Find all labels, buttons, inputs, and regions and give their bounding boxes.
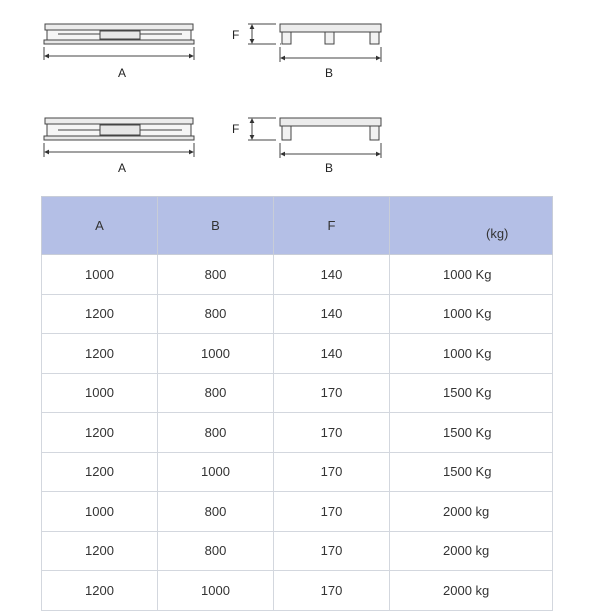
cell-capacity: 1000 Kg — [390, 334, 553, 374]
cell-capacity: 2000 kg — [390, 531, 553, 571]
cell-capacity: 1000 Kg — [390, 294, 553, 334]
cell-f: 140 — [274, 255, 390, 295]
cell-b: 1000 — [158, 571, 274, 611]
cell-capacity: 1500 Kg — [390, 452, 553, 492]
cell-b: 800 — [158, 373, 274, 413]
pallet-drawings — [0, 0, 600, 195]
cell-a: 1000 — [42, 492, 158, 532]
header-f: F — [274, 197, 390, 255]
cell-f: 170 — [274, 492, 390, 532]
table-row — [42, 492, 553, 532]
dim-label-b-bottom: B — [325, 161, 334, 175]
header-a: A — [42, 197, 158, 255]
cell-capacity: 1500 Kg — [390, 413, 553, 453]
pallet-front-view-b-top — [248, 24, 381, 62]
cell-b: 800 — [158, 413, 274, 453]
pallet-side-view-a-top — [44, 24, 194, 60]
header-capacity: (kg) — [390, 197, 553, 255]
dim-label-f-bottom: F — [232, 122, 240, 136]
table-row — [42, 413, 553, 453]
cell-a: 1200 — [42, 294, 158, 334]
cell-f: 170 — [274, 571, 390, 611]
cell-a: 1200 — [42, 413, 158, 453]
cell-f: 140 — [274, 334, 390, 374]
cell-capacity: 2000 kg — [390, 492, 553, 532]
table-row — [42, 334, 553, 374]
cell-b: 1000 — [158, 334, 274, 374]
cell-f: 170 — [274, 413, 390, 453]
table-row — [42, 571, 553, 611]
dim-label-b-top: B — [325, 66, 334, 80]
cell-b: 800 — [158, 492, 274, 532]
cell-f: 140 — [274, 294, 390, 334]
cell-a: 1200 — [42, 531, 158, 571]
cell-capacity: 2000 kg — [390, 571, 553, 611]
pallet-front-view-b-bottom — [248, 118, 381, 158]
cell-a: 1000 — [42, 255, 158, 295]
dim-label-a-bottom: A — [118, 161, 127, 175]
table-row — [42, 373, 553, 413]
cell-f: 170 — [274, 373, 390, 413]
dim-label-a-top: A — [118, 66, 127, 80]
table-row — [42, 452, 553, 492]
pallet-spec-table — [41, 196, 553, 611]
header-b: B — [158, 197, 274, 255]
cell-a: 1200 — [42, 334, 158, 374]
pallet-side-view-a-bottom — [44, 118, 194, 157]
cell-capacity: 1500 Kg — [390, 373, 553, 413]
table-row — [42, 531, 553, 571]
cell-f: 170 — [274, 531, 390, 571]
cell-a: 1200 — [42, 452, 158, 492]
cell-b: 800 — [158, 294, 274, 334]
cell-f: 170 — [274, 452, 390, 492]
table-row — [42, 294, 553, 334]
cell-a: 1200 — [42, 571, 158, 611]
dim-label-f-top: F — [232, 28, 240, 42]
cell-b: 1000 — [158, 452, 274, 492]
cell-capacity: 1000 Kg — [390, 255, 553, 295]
cell-a: 1000 — [42, 373, 158, 413]
cell-b: 800 — [158, 255, 274, 295]
cell-b: 800 — [158, 531, 274, 571]
table-header-row — [42, 197, 553, 255]
table-row — [42, 255, 553, 295]
